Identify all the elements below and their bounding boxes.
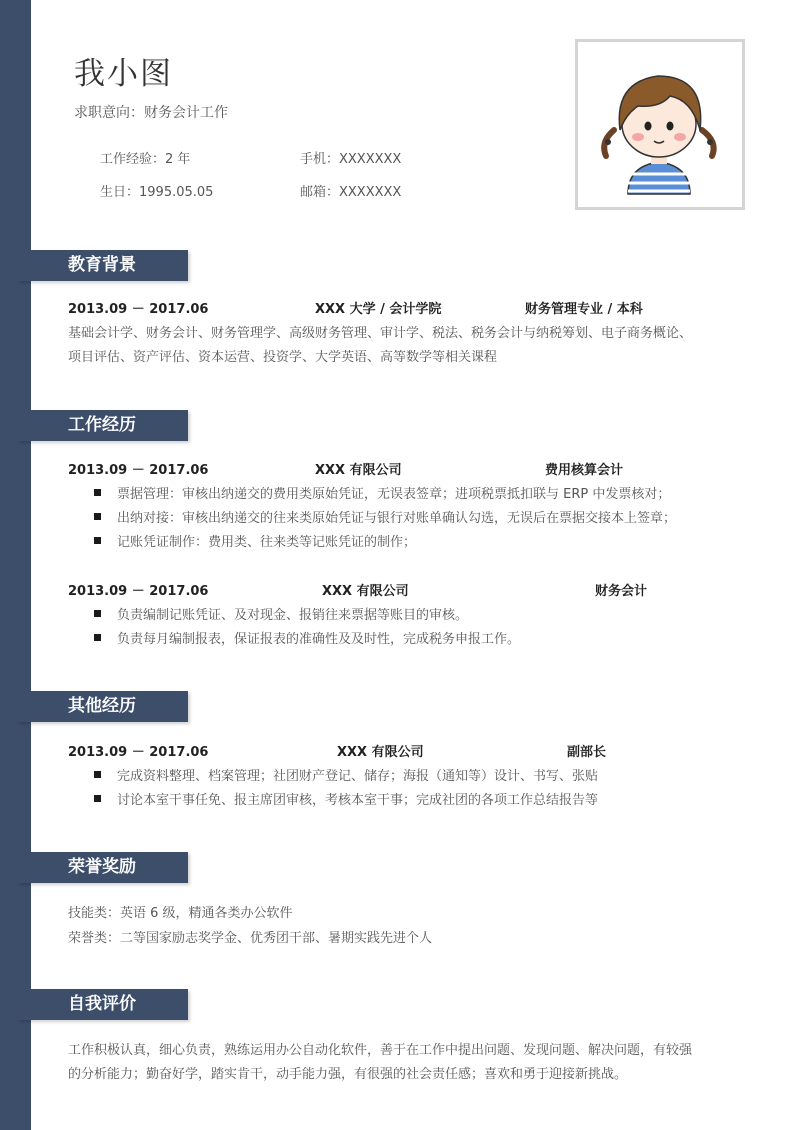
bullet-icon — [94, 795, 101, 802]
section-header-other: 其他经历 — [18, 691, 188, 722]
education-period: 2013.09 － 2017.06 — [68, 302, 209, 317]
other-position: 副部长 — [567, 745, 607, 760]
self-eval-line: 的分析能力；勤奋好学，踏实肯干，动手能力强，有很强的社会责任感；喜欢和勇于迎接新挑战。 — [68, 1067, 628, 1082]
job-position: 财务会计 — [595, 584, 648, 599]
avatar-illustration — [578, 42, 742, 207]
phone: 手机：XXXXXXX — [300, 152, 402, 167]
bullet-icon — [94, 634, 101, 641]
other-duty: 完成资料整理、档案管理；社团财产登记、储存；海报（通知等）设计、书写、张贴 — [117, 769, 599, 784]
job-position: 费用核算会计 — [545, 463, 624, 478]
other-company: XXX 有限公司 — [337, 745, 424, 760]
job-duty: 负责每月编制报表，保证报表的准确性及及时性，完成税务申报工作。 — [117, 632, 521, 647]
section-header-work: 工作经历 — [18, 410, 188, 441]
education-courses-line: 基础会计学、财务会计、财务管理学、高级财务管理、审计学、税法、税务会计与纳税筹划、电子商务概论、 — [68, 326, 693, 341]
education-major: 财务管理专业 / 本科 — [525, 302, 643, 317]
honors-awards: 荣誉类：二等国家励志奖学金、优秀团干部、暑期实践先进个人 — [68, 931, 433, 946]
job-intent: 求职意向：财务会计工作 — [74, 105, 228, 121]
self-eval-line: 工作积极认真，细心负责，熟练运用办公自动化软件，善于在工作中提出问题、发现问题、解决问题，有较强 — [68, 1043, 693, 1058]
birthday: 生日：1995.05.05 — [100, 185, 214, 200]
section-header-honors: 荣誉奖励 — [18, 852, 188, 883]
section-header-education: 教育背景 — [18, 250, 188, 281]
job-period: 2013.09 － 2017.06 — [68, 463, 209, 478]
profile-photo — [575, 39, 745, 210]
job-company: XXX 有限公司 — [322, 584, 409, 599]
other-period: 2013.09 － 2017.06 — [68, 745, 209, 760]
bullet-icon — [94, 513, 101, 520]
work-experience: 工作经验：2 年 — [100, 152, 191, 167]
candidate-name: 我小图 — [74, 56, 173, 92]
honors-skills: 技能类：英语 6 级，精通各类办公软件 — [68, 906, 293, 921]
bullet-icon — [94, 771, 101, 778]
bullet-icon — [94, 537, 101, 544]
job-duty: 负责编制记账凭证、及对现金、报销往来票据等账目的审核。 — [117, 608, 469, 623]
bullet-icon — [94, 489, 101, 496]
other-duty: 讨论本室干事任免、报主席团审核，考核本室干事；完成社团的各项工作总结报告等 — [117, 793, 599, 808]
job-company: XXX 有限公司 — [315, 463, 402, 478]
job-duty: 出纳对接：审核出纳递交的往来类原始凭证与银行对账单确认勾选，无误后在票据交接本上签章； — [117, 511, 677, 526]
sidebar-accent-bar — [0, 0, 31, 1130]
bullet-icon — [94, 610, 101, 617]
job-period: 2013.09 － 2017.06 — [68, 584, 209, 599]
job-duty: 票据管理：审核出纳递交的费用类原始凭证，无误表签章；进项税票抵扣联与 ERP 中发票核对； — [117, 487, 671, 502]
section-header-self-eval: 自我评价 — [18, 989, 188, 1020]
email: 邮箱：XXXXXXX — [300, 185, 402, 200]
job-duty: 记账凭证制作：费用类、往来类等记账凭证的制作； — [117, 535, 417, 550]
education-courses-line: 项目评估、资产评估、资本运营、投资学、大学英语、高等数学等相关课程 — [68, 350, 498, 365]
education-school: XXX 大学 / 会计学院 — [315, 302, 442, 317]
